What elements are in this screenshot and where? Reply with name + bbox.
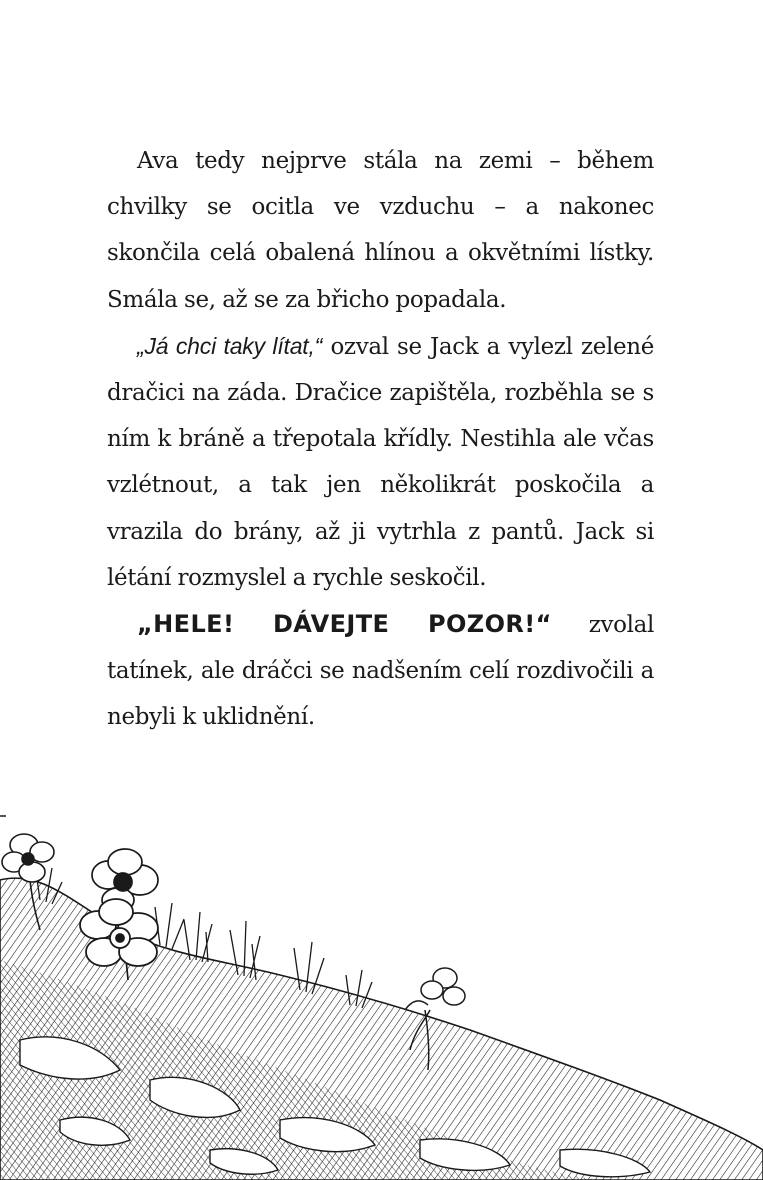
- paragraph-1-text: Ava tedy nejprve stála na zemi – během chvilky se ocitla ve vzduchu – a nakonec skončila celá obalená hlínou a okvětními lístky. Smála se, až se za břicho popadala.: [107, 148, 654, 313]
- paragraph-2: [107, 323, 654, 601]
- father-shout: „HELE! DÁVEJTE POZOR!“: [137, 610, 552, 639]
- story-text: [107, 138, 654, 741]
- paragraph-2-text: ozval se Jack a vylezl zelené dračici na záda. Dračice zapištěla, rozběhla se s ním k bráně a třepotala křídly. Nestihla ale včas vzlétnout, a tak jen několikrát poskočila a vrazila do brány, až ji vytrhla z pantů. Jack si létání rozmyslel a rychle seskočil.: [107, 333, 654, 591]
- flower-icon: [80, 899, 158, 966]
- paragraph-1: [107, 138, 654, 323]
- paragraph-3: [107, 601, 654, 741]
- jack-speech: „Já chci taky lítat,“: [137, 332, 323, 359]
- meadow-illustration: [0, 800, 763, 1180]
- paragraph-3-text: zvolal tatínek, ale dráčci se nadšením celí rozdivočili a nebyli k uklidnění.: [107, 612, 654, 731]
